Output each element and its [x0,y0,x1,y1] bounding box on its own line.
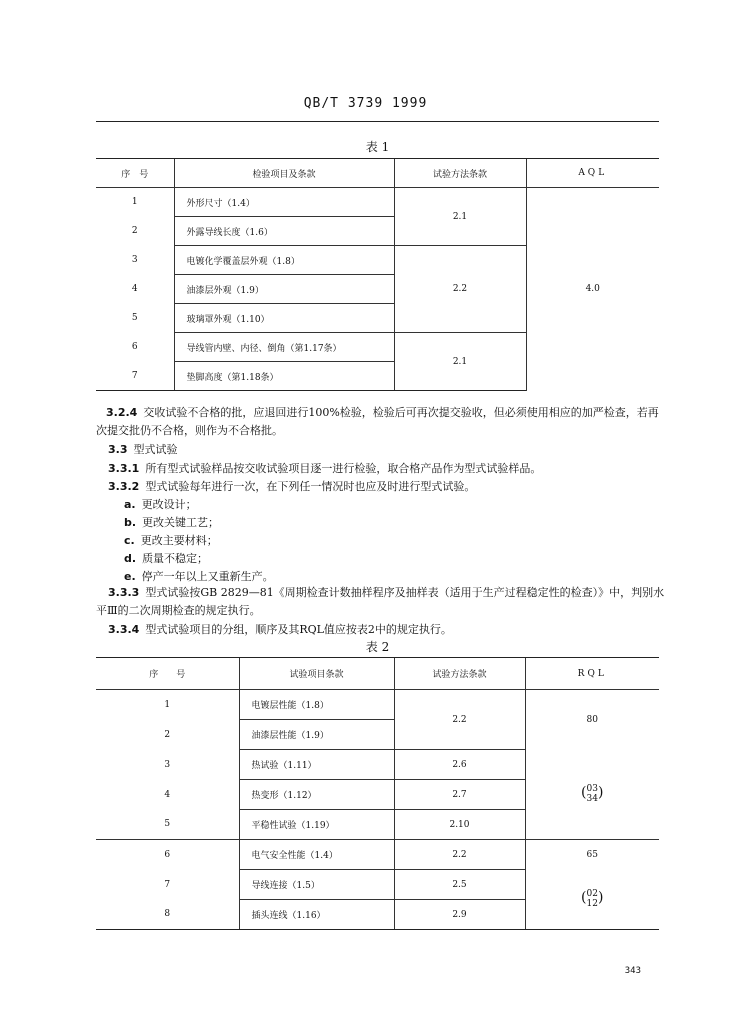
row-no: 1 [131,197,138,208]
method-cell: 2.9 [394,900,525,930]
method-cell: 2.2 [394,246,526,333]
row-item: 导线连接（1.5） [239,870,394,900]
clause: 3.3.3 型式试验按GB 2829—81《周期检查计数抽样程序及抽样表（适用于生产过程稳定性的检查）》中，判别水平Ⅲ的二次周期检查的规定执行。 [96,586,665,617]
row-no: 3 [164,759,171,770]
paragraph-3-2-4 [96,404,666,440]
row-no: 8 [96,900,239,930]
fraction-numerator: 02 [586,889,598,900]
table-row [96,188,659,217]
method-cell: 2.10 [394,810,525,840]
col-header-aql: AQL [526,159,659,188]
aql-cell: 4.0 [526,188,659,391]
list-item: c. 更改主要材料； [124,534,218,547]
fraction-denominator: 34 [586,794,598,805]
row-no: 6 [131,342,138,352]
clause: 3.3.2 型式试验每年进行一次，在下列任一情况时也应及时进行型式试验。 [108,480,476,493]
col-header-no: 序 号 [96,658,239,690]
method-cell: 2.1 [394,333,526,391]
page-number: 343 [624,966,641,976]
fraction-numerator: 03 [586,784,598,795]
method-cell: 2.5 [394,870,525,900]
row-no: 7 [164,879,171,890]
table2-caption: 表 2 [365,640,390,654]
row-no: 5 [96,810,239,840]
clause-heading: 3.3 型式试验 [108,443,178,456]
row-no: 2 [131,226,138,236]
fraction-denominator: 12 [586,899,598,910]
method-cell: 2.2 [394,690,525,750]
list-item: d. 质量不稳定； [124,552,209,565]
clause: 3.3.4 型式试验项目的分组，顺序及其RQL值应按表2中的规定执行。 [108,623,452,636]
list-item: a. 更改设计； [124,498,197,511]
row-item: 外形尺寸（1.4） [174,188,394,217]
col-header-method: 试验方法条款 [394,159,526,188]
list-item: b. 更改关键工艺； [124,516,220,529]
table1-caption: 表 1 [365,140,390,154]
table-2 [96,657,659,930]
row-no: 3 [131,255,138,265]
table-row [96,690,659,720]
row-item: 导线管内壁、内径、倒角（第1.17条） [174,333,394,362]
rql-fraction-cell: (03 34) [525,750,659,840]
method-cell: 2.6 [394,750,525,780]
list-item: e. 停产一年以上又重新生产。 [124,570,274,583]
method-cell: 2.7 [394,780,525,810]
method-cell: 2.2 [394,840,525,870]
row-item: 油漆层外观（1.9） [174,275,394,304]
rql-cell: 65 [525,840,659,870]
row-item: 外露导线长度（1.6） [174,217,394,246]
row-no: 5 [131,313,138,323]
row-item: 油漆层性能（1.9） [239,720,394,750]
col-header-item: 试验项目条款 [239,658,394,690]
row-item: 热试验（1.11） [239,750,394,780]
row-item: 垫脚高度（第1.18条） [174,362,394,391]
row-item: 热变形（1.12） [239,780,394,810]
row-item: 电镀层性能（1.8） [239,690,394,720]
col-header-rql: RQL [525,658,659,690]
table-row [96,870,659,900]
rql-cell: 80 [525,690,659,750]
col-header-method: 试验方法条款 [394,658,525,690]
col-header-no: 序 号 [96,159,174,188]
standard-code-header: QB/T 3739 1999 [303,96,428,111]
row-item: 电镀化学覆盖层外观（1.8） [174,246,394,275]
row-no: 1 [164,699,171,710]
col-header-item: 检验项目及条款 [174,159,394,188]
row-no: 6 [164,849,171,860]
row-no: 7 [96,362,174,391]
rql-fraction-cell: (02 12) [525,870,659,930]
row-item: 电气安全性能（1.4） [239,840,394,870]
table-1 [96,158,659,391]
table-row [96,840,659,870]
header-rule [96,121,659,122]
row-no: 2 [164,729,171,740]
clause-number: 3.2.4 [106,406,138,419]
row-no: 4 [131,284,138,294]
table-row [96,750,659,780]
row-item: 玻璃罩外观（1.10） [174,304,394,333]
clause-text: 交收试验不合格的批，应退回进行100%检验，检验后可再次提交验收，但必须使用相应的加严检查，若再次提交批仍不合格，则作为不合格批。 [96,406,659,437]
row-item: 插头连线（1.16） [239,900,394,930]
method-cell: 2.1 [394,188,526,246]
clause: 3.3.1 所有型式试验样品按交收试验项目逐一进行检验，取合格产品作为型式试验样品。 [108,462,542,475]
row-item: 平稳性试验（1.19） [239,810,394,840]
row-no: 4 [164,789,171,800]
